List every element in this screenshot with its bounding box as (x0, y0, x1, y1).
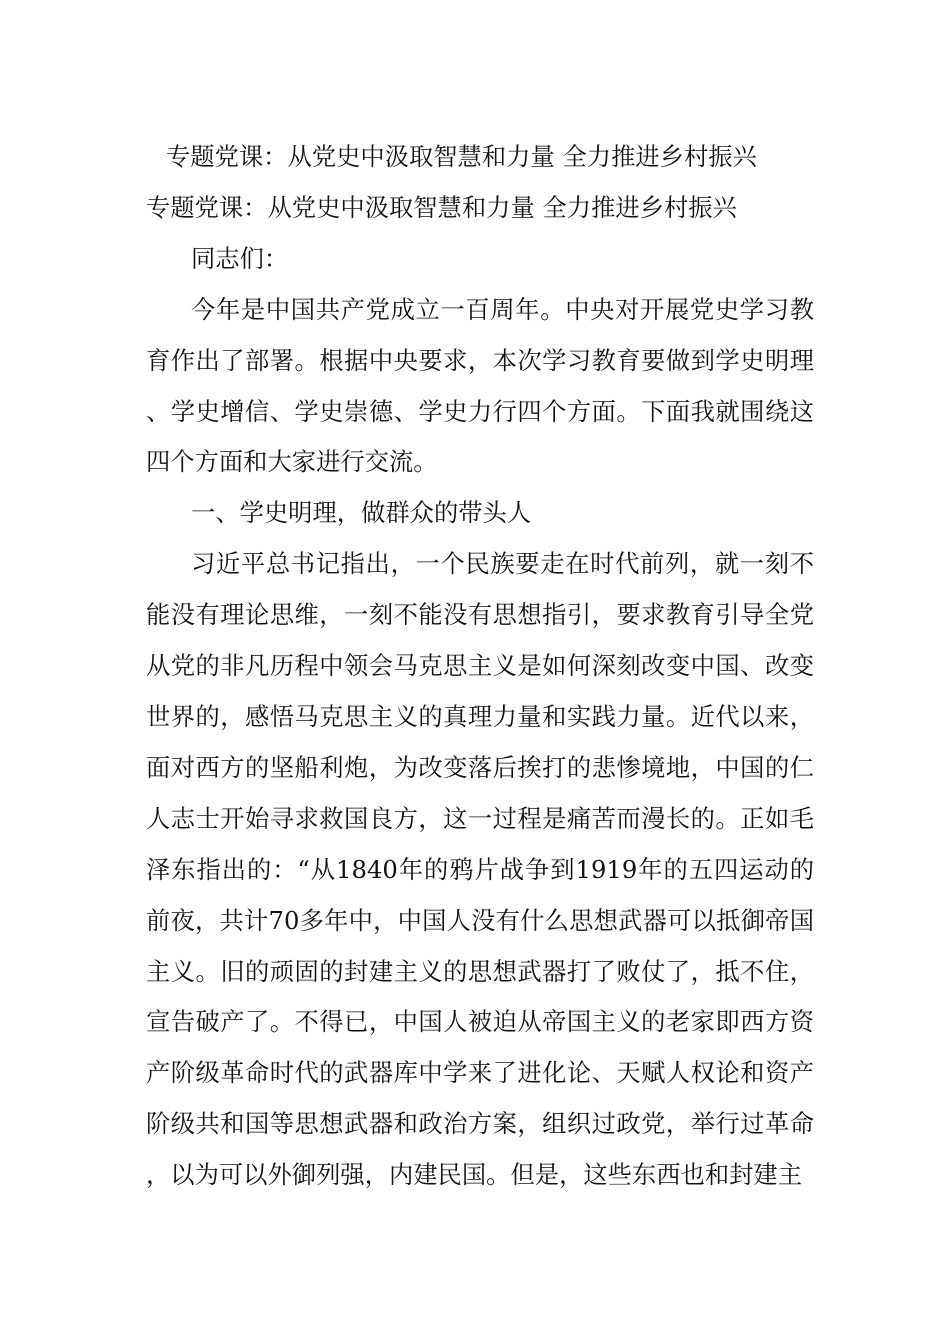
section-one-heading: 一、学史明理，做群众的带头人 (191, 498, 532, 528)
document-title: 专题党课：从党史中汲取智慧和力量 全力推进乡村振兴 (146, 192, 737, 222)
document-content (146, 132, 814, 1201)
section-one-paragraph: 习近平总书记指出，一个民族要走在时代前列，就一刻不能没有理论思维，一刻不能没有思想指引，要求教育引导全党从党的非凡历程中领会马克思主义是如何深刻改变中国、改变世界的，感悟马克思主义的真理力量和实践力量。近代以来，面对西方的坚船利炮，为改变落后挨打的悲惨境地，中国的仁人志士开始寻求救国良方，这一过程是痛苦而漫长的。正如毛泽东指出的：“从1840年的鸦片战争到1919年的五四运动的前夜，共计70多年中，中国人没有什么思想武器可以抵御帝国主义。旧的顽固的封建主义的思想武器打了败仗了，抵不住，宣告破产了。不得已，中国人被迫从帝国主义的老家即西方资产阶级革命时代的武器库中学来了进化论、天赋人权论和资产阶级共和国等思想武器和政治方案，组织过政党，举行过革命，以为可以外御列强，内建民国。但是，这些东西也和封建主 (146, 549, 814, 1190)
document-title-repeat: 专题党课：从党史中汲取智慧和力量 全力推进乡村振兴 (166, 142, 757, 171)
salutation: 同志们： (191, 243, 289, 273)
intro-paragraph: 今年是中国共产党成立一百周年。中央对开展党史学习教育作出了部署。根据中央要求，本次学习教育要做到学史明理、学史增信、学史崇德、学史力行四个方面。下面我就围绕这四个方面和大家进行交流。 (146, 294, 814, 477)
